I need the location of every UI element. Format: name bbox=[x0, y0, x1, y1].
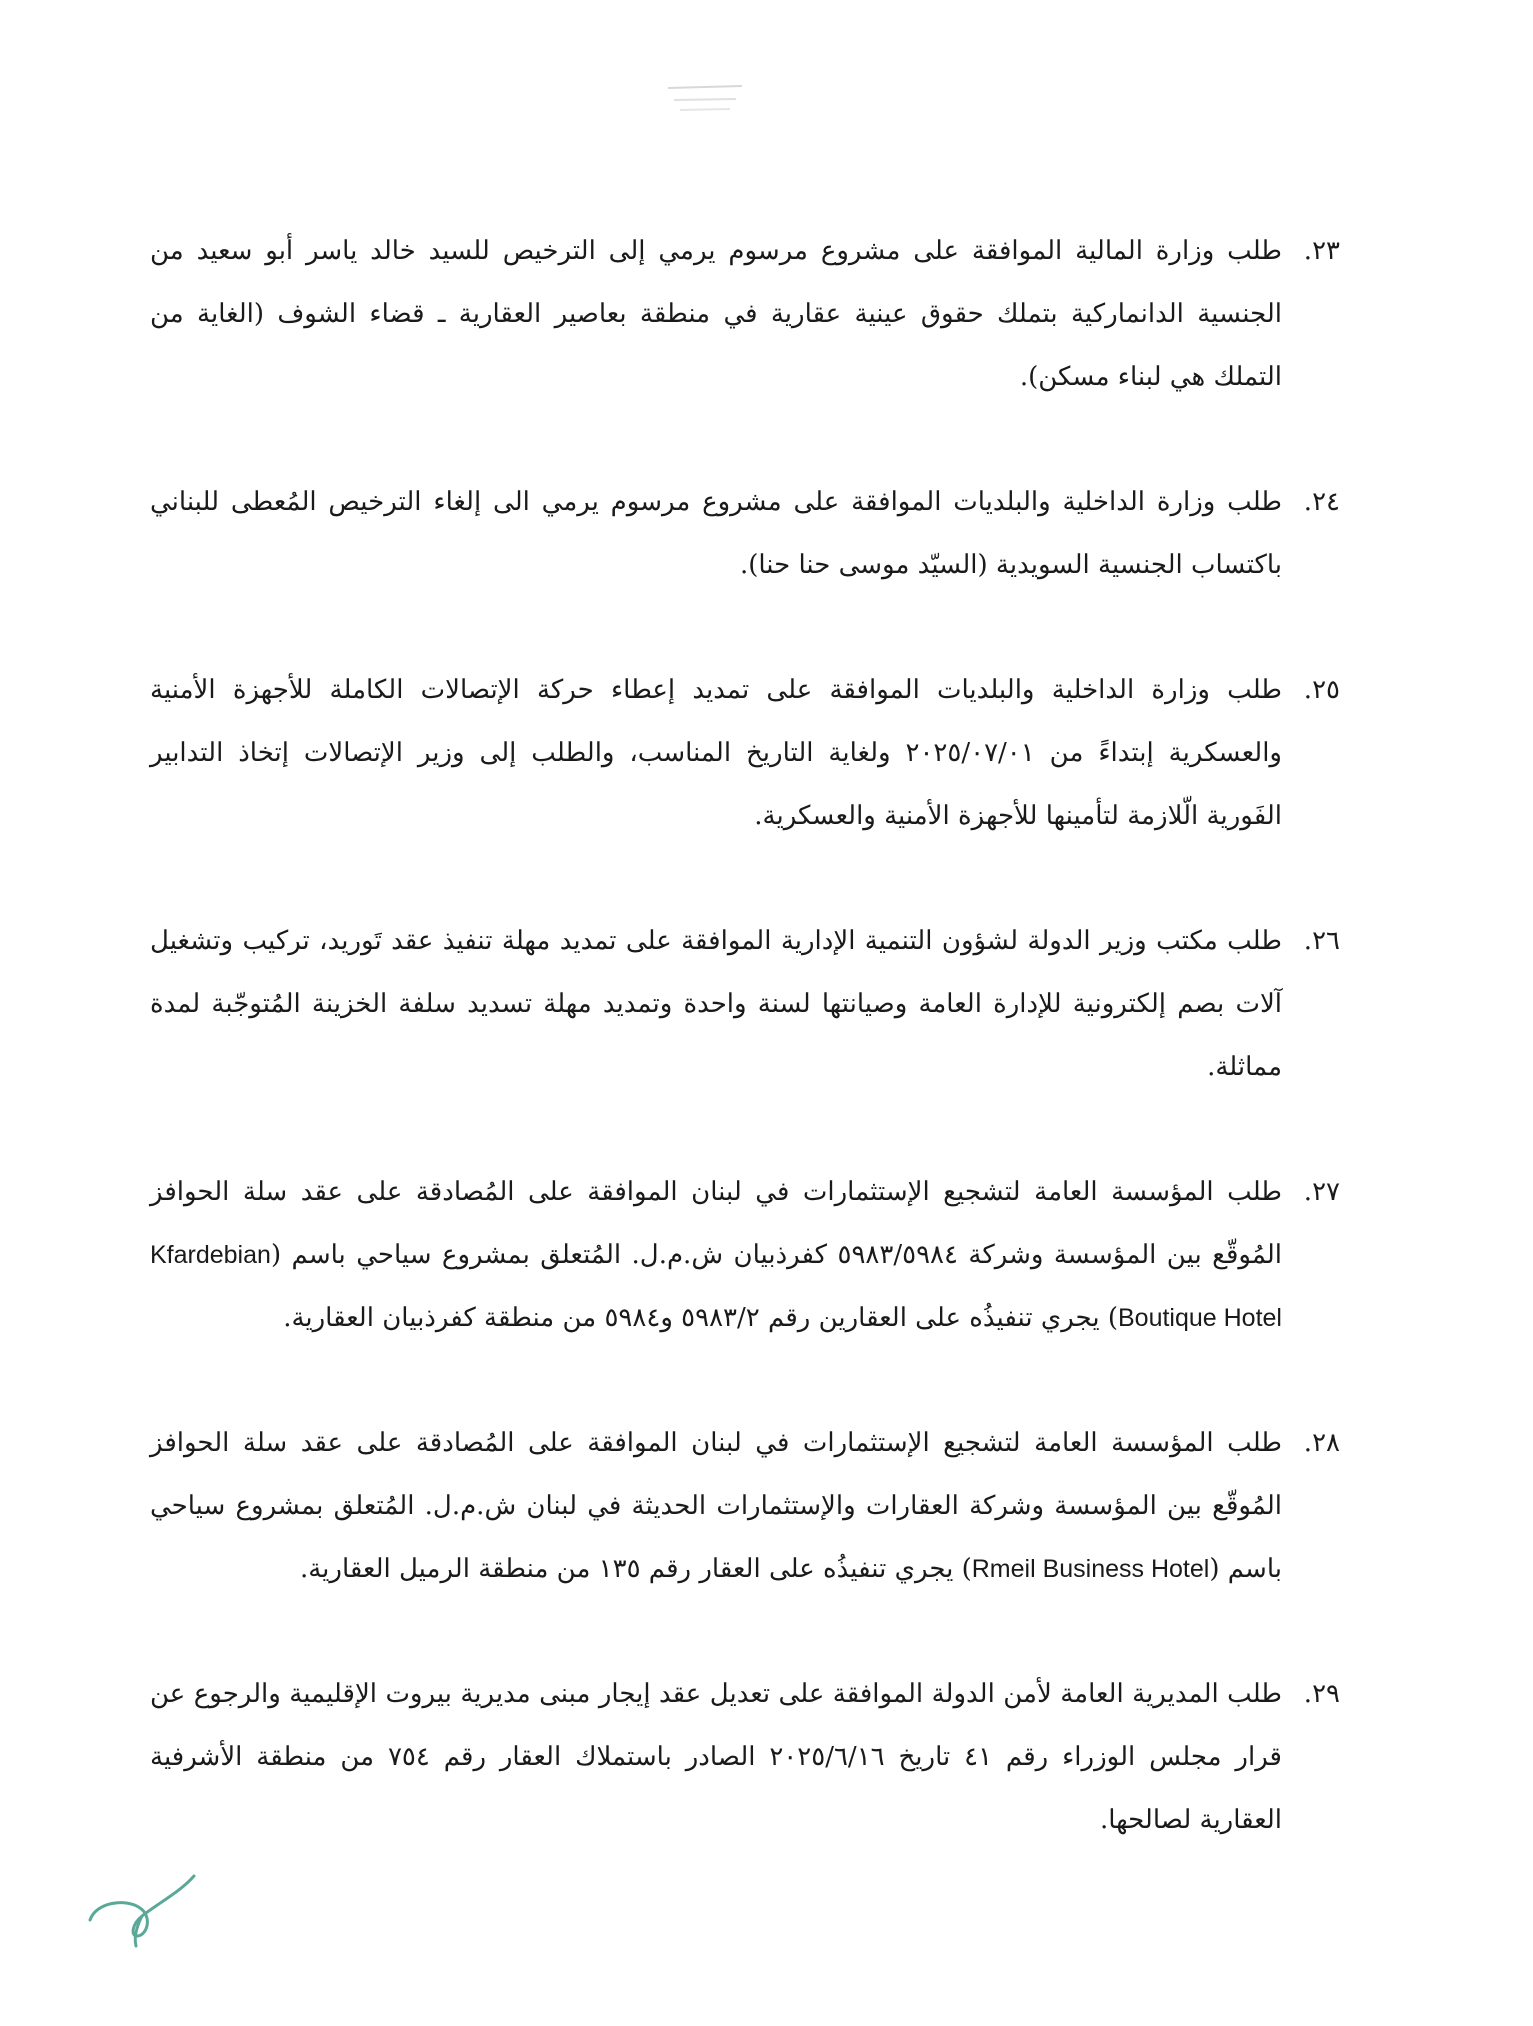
item-text-end: ) يجري تنفيذُه على العقار رقم ١٣٥ من منطقة الرميل العقارية. bbox=[299, 1554, 972, 1584]
item-number: ٢٣. bbox=[1303, 236, 1340, 266]
scan-smudge-mark bbox=[660, 78, 750, 118]
item-text: طلب مكتب وزير الدولة لشؤون التنمية الإدارية الموافقة على تمديد مهلة تنفيذ عقد تَوريد، تركيب وتشغيل آلات بصم إلكترونية للإدارة العامة وصيانتها لسنة واحدة وتمديد مهلة تسديد سلفة الخزينة المُتوجّبة لمدة مماثلة. bbox=[150, 926, 1282, 1082]
item-number: ٢٦. bbox=[1303, 926, 1340, 956]
item-text: طلب وزارة المالية الموافقة على مشروع مرسوم يرمي إلى الترخيص للسيد خالد ياسر أبو سعيد من الجنسية الدانماركية بتملك حقوق عينية عقارية في منطقة بعاصير العقارية ـ قضاء الشوف (الغاية من التملك هي لبناء مسكن). bbox=[150, 236, 1282, 392]
item-number: ٢٩. bbox=[1303, 1679, 1340, 1709]
agenda-item-24 bbox=[150, 471, 1340, 597]
hotel-name-latin: Rmeil Business Hotel bbox=[971, 1555, 1210, 1583]
item-text-start: طلب المؤسسة العامة لتشجيع الإستثمارات في لبنان الموافقة على المُصادقة على عقد سلة الحوافز المُوقّع بين المؤسسة وشركة ٥٩٨٣/٥٩٨٤ كفرذبيان ش.م.ل. المُتعلق بمشروع سياحي باسم ( bbox=[150, 1177, 1282, 1270]
agenda-item-27 bbox=[150, 1161, 1340, 1350]
item-number: ٢٤. bbox=[1303, 487, 1340, 517]
item-number: ٢٨. bbox=[1303, 1428, 1340, 1458]
agenda-item-29 bbox=[150, 1663, 1340, 1852]
item-text: طلب وزارة الداخلية والبلديات الموافقة على مشروع مرسوم يرمي الى إلغاء الترخيص المُعطى للبناني باكتساب الجنسية السويدية (السيّد موسى حنا حنا). bbox=[150, 487, 1282, 580]
item-text-end: ) يجري تنفيذُه على العقارين رقم ٥٩٨٣/٢ و٥٩٨٤ من منطقة كفرذبيان العقارية. bbox=[283, 1303, 1118, 1333]
item-number: ٢٧. bbox=[1303, 1177, 1340, 1207]
agenda-item-25 bbox=[150, 659, 1340, 848]
agenda-item-28 bbox=[150, 1412, 1340, 1601]
agenda-item-26 bbox=[150, 910, 1340, 1099]
hotel-name-latin: Kfardebian Boutique Hotel bbox=[150, 1241, 1282, 1332]
item-text: طلب المديرية العامة لأمن الدولة الموافقة على تعديل عقد إيجار مبنى مديرية بيروت الإقليمية والرجوع عن قرار مجلس الوزراء رقم ٤١ تاريخ ٢٠٢٥/٦/١٦ الصادر باستملاك العقار رقم ٧٥٤ من منطقة الأشرفية العقارية لصالحها. bbox=[150, 1679, 1282, 1835]
item-text: طلب وزارة الداخلية والبلديات الموافقة على تمديد إعطاء حركة الإتصالات الكاملة للأجهزة الأمنية والعسكرية إبتداءً من ٢٠٢٥/٠٧/٠١ ولغاية التاريخ المناسب، والطلب إلى وزير الإتصالات إتخاذ التدابير الفَورية الّلازمة لتأمينها للأجهزة الأمنية والعسكرية. bbox=[150, 675, 1282, 831]
handwritten-initial-signature bbox=[82, 1858, 202, 1948]
item-text bbox=[150, 1161, 1282, 1350]
agenda-item-23 bbox=[150, 220, 1340, 409]
item-text-start: طلب المؤسسة العامة لتشجيع الإستثمارات في لبنان الموافقة على المُصادقة على عقد سلة الحوافز المُوقّع بين المؤسسة وشركة العقارات والإستثمارات الحديثة في لبنان ش.م.ل. المُتعلق بمشروع سياحي باسم ( bbox=[150, 1428, 1282, 1584]
item-text bbox=[150, 1412, 1282, 1601]
agenda-items-list bbox=[150, 220, 1340, 1914]
item-number: ٢٥. bbox=[1303, 675, 1340, 705]
